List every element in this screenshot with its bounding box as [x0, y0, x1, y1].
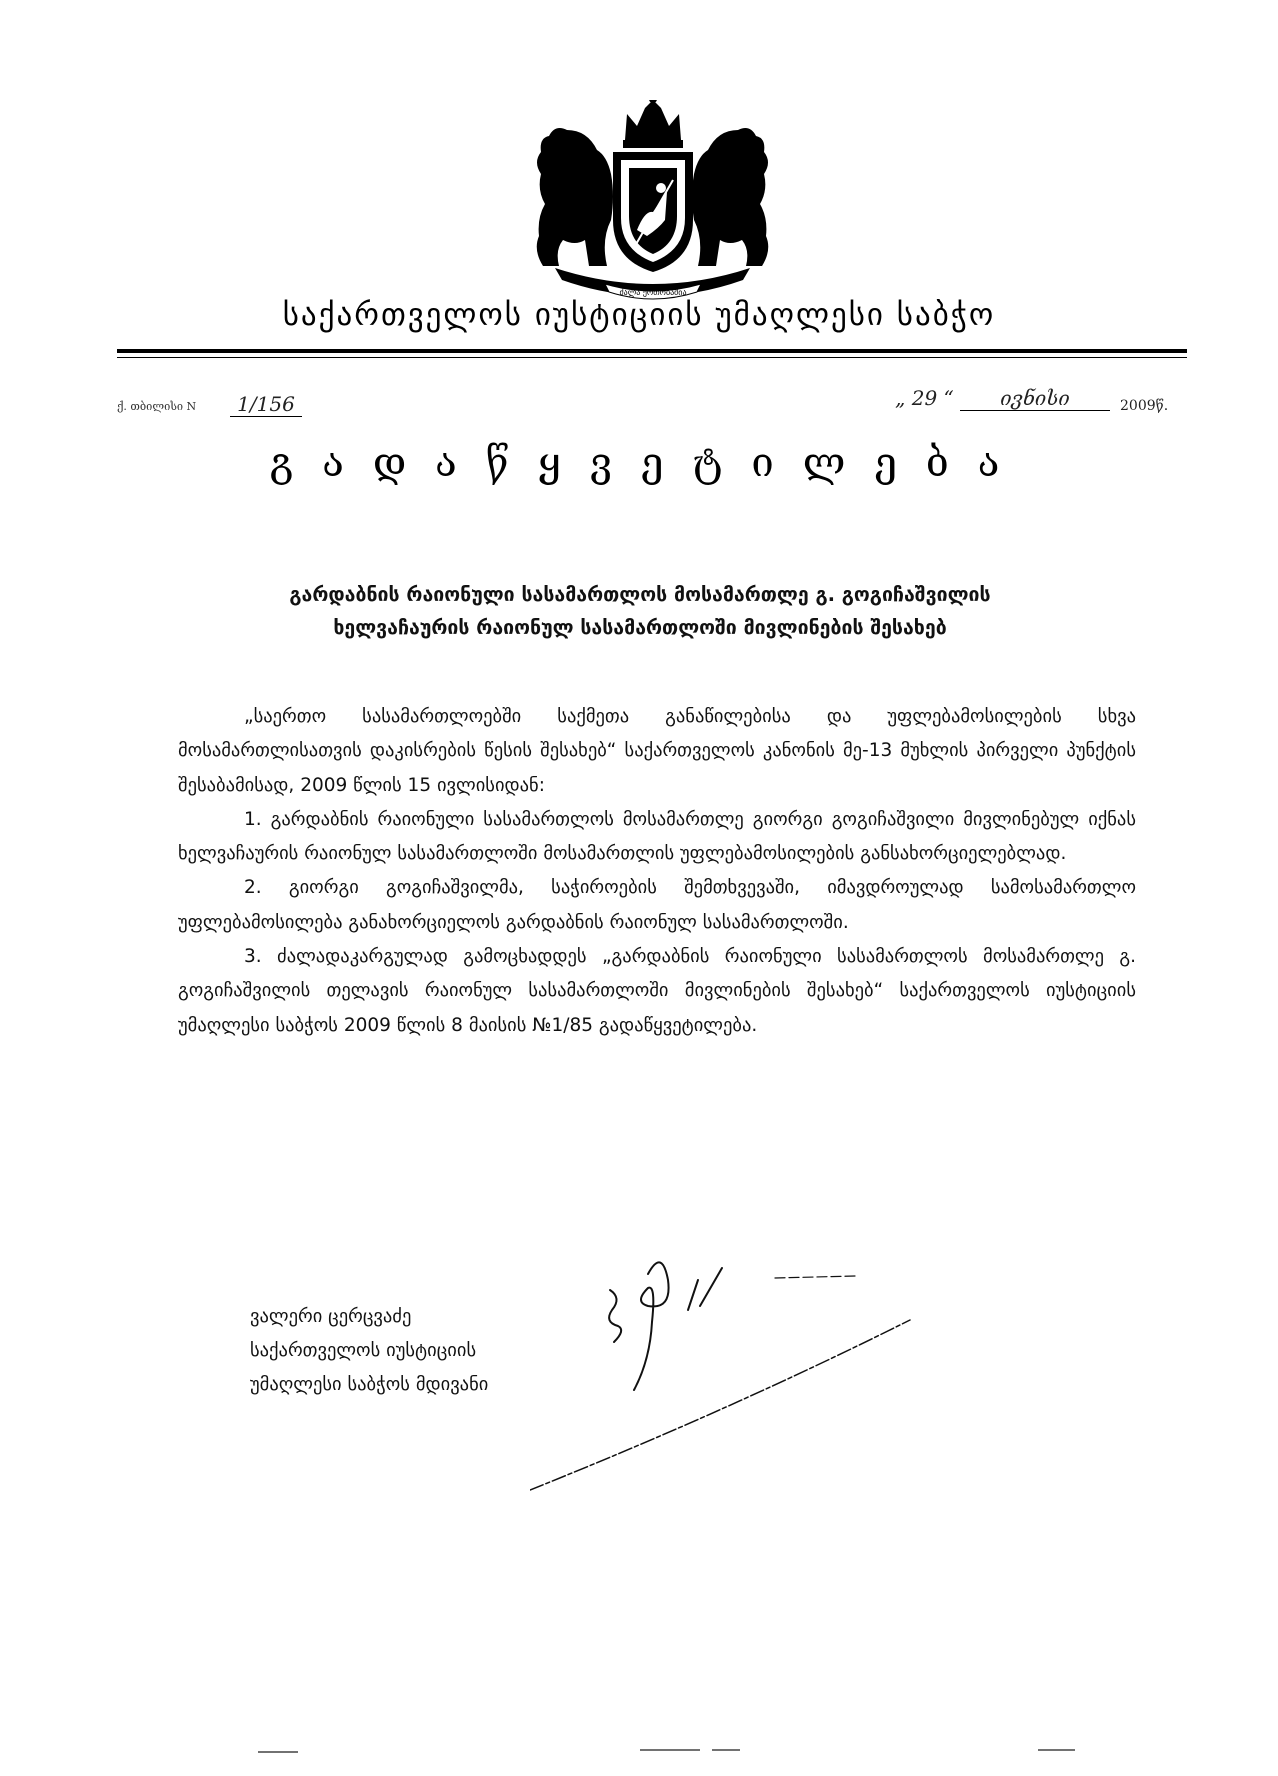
shield-icon — [613, 152, 693, 272]
coat-of-arms-emblem — [515, 100, 790, 300]
decision-item-3: 3. ძალადაკარგულად გამოცხადდეს „გარდაბნის რაიონული სასამართლოს მოსამართლე გ. გოგიჩაშვილის თელავის რაიონულ სასამართლოში მივლინების შესახებ“ საქართველოს იუსტიციის უმაღლესი საბჭოს 2009 წლის 8 მაისის №1/85 გადაწყვეტილება. — [178, 946, 1136, 1036]
document-number: 1/156 — [230, 392, 302, 417]
document-subject — [230, 578, 1050, 644]
number-label: ქ. თბილისი N — [117, 400, 197, 413]
scan-artifacts — [0, 1740, 1278, 1770]
crown-icon — [623, 100, 683, 148]
signer-block — [250, 1300, 488, 1402]
subject-line-1: გარდაბნის რაიონული სასამართლოს მოსამართლე გ. გოგიჩაშვილის — [289, 583, 991, 606]
signer-title-line-2: უმაღლესი საბჭოს მდივანი — [250, 1374, 489, 1395]
date-month: ივნისი — [960, 386, 1110, 411]
document-type-title: გადაწყვეტილება — [269, 440, 1029, 486]
header-divider-thin — [117, 357, 1187, 358]
signer-title-line-1: საქართველოს იუსტიციის — [250, 1340, 477, 1361]
right-lion-icon — [692, 128, 768, 266]
date-day: „ 29 “ — [895, 386, 954, 410]
signer-name: ვალერი ცერცვაძე — [250, 1306, 412, 1327]
decision-item-1: 1. გარდაბნის რაიონული სასამართლოს მოსამართლე გიორგი გოგიჩაშვილი მივლინებულ იქნას ხელვაჩაურის რაიონულ სასამართლოში მოსამართლის უფლებამოსილების განსახორციელებლად. — [178, 808, 1136, 865]
left-lion-icon — [537, 128, 613, 266]
subject-line-2: ხელვაჩაურის რაიონულ სასამართლოში მივლინების შესახებ — [333, 616, 947, 639]
preamble-paragraph: „საერთო სასამართლოებში საქმეთა განაწილებისა და უფლებამოსილების სხვა მოსამართლისათვის დაკისრების წესის შესახებ“ საქართველოს კანონის მე-13 მუხლის პირველი პუნქტის შესაბამისად, 2009 წლის 15 ივლისიდან: — [178, 706, 1136, 796]
document-body — [178, 700, 1136, 1043]
date-year: 2009წ. — [1120, 398, 1169, 414]
handwritten-signature — [530, 1240, 1050, 1520]
emblem-motto: ძალა ერთობაშია — [619, 288, 687, 297]
header-divider — [117, 349, 1187, 353]
decision-item-2: 2. გიორგი გოგიჩაშვილმა, საჭიროების შემთხვევაში, იმავდროულად სამოსამართლო უფლებამოსილება განახორციელოს გარდაბნის რაიონულ სასამართლოში. — [178, 877, 1136, 933]
institution-name: საქართველოს იუსტიციის უმაღლესი საბჭო — [282, 297, 996, 333]
